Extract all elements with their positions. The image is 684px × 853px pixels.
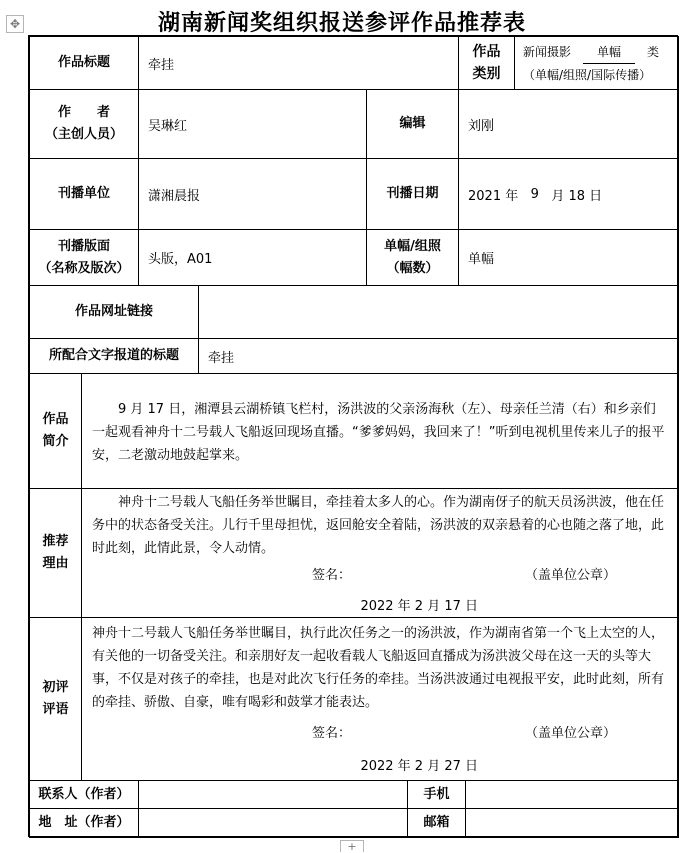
value-recommend: 神舟十二号载人飞船任务举世瞩目，牵挂着太多人的心。作为湖南伢子的航天员汤洪波，他在任务中的状态备受关注。儿行千里母担忧，返回舱安全着陆，汤洪波的双亲悬着的心也随之落了地，此时此刻，此情此景，令人动情。 xyxy=(92,495,665,556)
label-editor: 编辑 xyxy=(366,89,459,159)
label-edition: 刊播版面 （名称及版次） xyxy=(29,229,139,286)
value-single-group[interactable]: 单幅 xyxy=(458,229,679,286)
label-phone: 手机 xyxy=(407,780,466,809)
label-work-title: 作品标题 xyxy=(29,36,139,90)
recommendation-table xyxy=(28,35,678,837)
review-block[interactable] xyxy=(81,617,679,781)
value-phone[interactable] xyxy=(465,780,679,809)
label-url: 作品网址链接 xyxy=(29,285,199,339)
label-postcode: 邮箱 xyxy=(407,808,466,838)
value-edition[interactable]: 头版，A01 xyxy=(138,229,367,286)
value-review: 神舟十二号载人飞船任务举世瞩目，执行此次任务之一的汤洪波，作为湖南省第一个飞上太空的人，有关他的一切备受关注。和亲朋好友一起收看载人飞船返回直播成为汤洪波父母在这一天的头等大事，不仅是对孩子的牵挂，也是对此次飞行任务的牵挂。当汤洪波通过电视报平安，此时此刻，所有的牵挂、骄傲、自豪，唯有喝彩和鼓掌才能表达。 xyxy=(92,626,665,710)
document-title: 湖南新闻奖组织报送参评作品推荐表 xyxy=(157,11,526,36)
value-publisher[interactable]: 潇湘晨报 xyxy=(138,158,367,230)
category-options: （单幅/组照/国际传播） xyxy=(523,67,652,82)
recommend-seal: （盖单位公章） xyxy=(524,568,616,583)
label-summary: 作品 简介 xyxy=(29,373,82,489)
value-summary[interactable]: 9 月 17 日，湘潭县云湖桥镇飞栏村，汤洪波的父亲汤海秋（左）、母亲任兰清（右）和乡亲们一起观看神舟十二号载人飞船返回现场直播。“爹爹妈妈，我回来了！”听到电视机里传来儿子的报平安，二老激动地鼓起掌来。 xyxy=(81,373,679,489)
recommend-date: 2022 年 2 月 17 日 xyxy=(360,599,478,614)
label-category: 作品 类别 xyxy=(458,36,515,90)
label-address: 地 址（作者） xyxy=(29,808,139,838)
review-seal: （盖单位公章） xyxy=(524,726,616,741)
value-work-title[interactable]: 牵挂 xyxy=(138,36,459,90)
value-postcode[interactable] xyxy=(465,808,679,838)
label-review: 初评 评语 xyxy=(29,617,82,781)
add-row-plus-icon[interactable]: + xyxy=(340,840,364,852)
review-sign: 签名： xyxy=(312,726,352,741)
value-contact[interactable] xyxy=(138,780,408,809)
table-move-icon[interactable]: ✥ xyxy=(6,15,24,33)
value-editor[interactable]: 刘刚 xyxy=(458,89,679,159)
value-category[interactable]: 新闻摄影 单幅 类 （单幅/组照/国际传播） xyxy=(514,36,679,90)
label-pub-date: 刊播日期 xyxy=(366,158,459,230)
label-author: 作 者 （主创人员） xyxy=(29,89,139,159)
label-single-group: 单幅/组照 （幅数） xyxy=(366,229,459,286)
label-recommend: 推荐 理由 xyxy=(29,488,82,618)
value-url[interactable] xyxy=(198,285,679,339)
category-fill: 单幅 xyxy=(583,41,635,64)
value-pub-date[interactable]: 2021 年 9 月 18 日 xyxy=(458,158,679,230)
label-contact: 联系人（作者） xyxy=(29,780,139,809)
recommend-sign: 签名： xyxy=(312,568,352,583)
review-date: 2022 年 2 月 27 日 xyxy=(360,759,478,774)
value-address[interactable] xyxy=(138,808,408,838)
label-related-title: 所配合文字报道的标题 xyxy=(29,338,199,374)
value-author[interactable]: 吴琳红 xyxy=(138,89,367,159)
value-related-title[interactable]: 牵挂 xyxy=(198,338,679,374)
label-publisher: 刊播单位 xyxy=(29,158,139,230)
recommend-block[interactable] xyxy=(81,488,679,618)
